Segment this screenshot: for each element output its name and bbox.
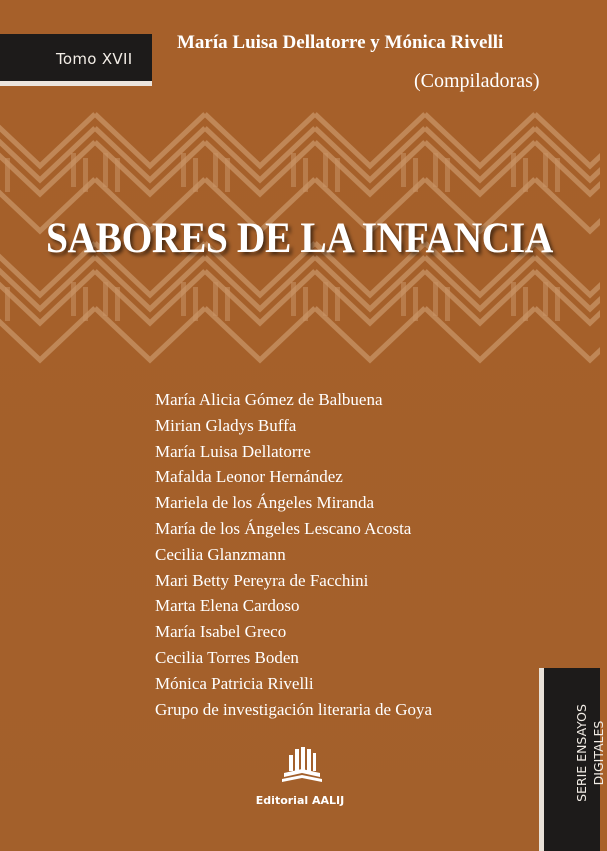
list-item: María Alicia Gómez de Balbuena <box>155 390 383 409</box>
series-line-2: DIGITALES <box>591 720 606 786</box>
list-item: Grupo de investigación literaria de Goya <box>155 699 433 719</box>
list-item: Mirian Gladys Buffa <box>155 415 297 435</box>
list-item: Mari Betty Pereyra de Facchini <box>155 570 369 590</box>
list-item: Mónica Patricia Rivelli <box>155 673 314 693</box>
list-item: Cecilia Torres Boden <box>155 647 299 667</box>
book-title: SABORES DE LA INFANCIA <box>46 215 553 262</box>
list-item: Mariela de los Ángeles Miranda <box>155 493 375 513</box>
compilers-role: (Compiladoras) <box>414 70 540 92</box>
volume-label: Tomo XVII <box>56 50 133 68</box>
list-item: María Luisa Dellatorre <box>155 441 311 461</box>
book-building-icon <box>282 745 322 789</box>
volume-bar-rule <box>0 81 152 86</box>
list-item: Marta Elena Cardoso <box>155 596 300 616</box>
series-bar-rule <box>539 668 544 851</box>
list-item: María Isabel Greco <box>155 622 287 642</box>
publisher-name: Editorial AALIJ <box>255 794 345 807</box>
list-item: María de los Ángeles Lescano Acosta <box>155 518 412 538</box>
author-list <box>155 387 432 722</box>
series-line-1: SERIE ENSAYOS <box>574 704 589 802</box>
list-item: Mafalda Leonor Hernández <box>155 467 343 487</box>
compilers-names: María Luisa Dellatorre y Mónica Rivelli <box>177 32 504 53</box>
list-item: Cecilia Glanzmann <box>155 544 286 564</box>
